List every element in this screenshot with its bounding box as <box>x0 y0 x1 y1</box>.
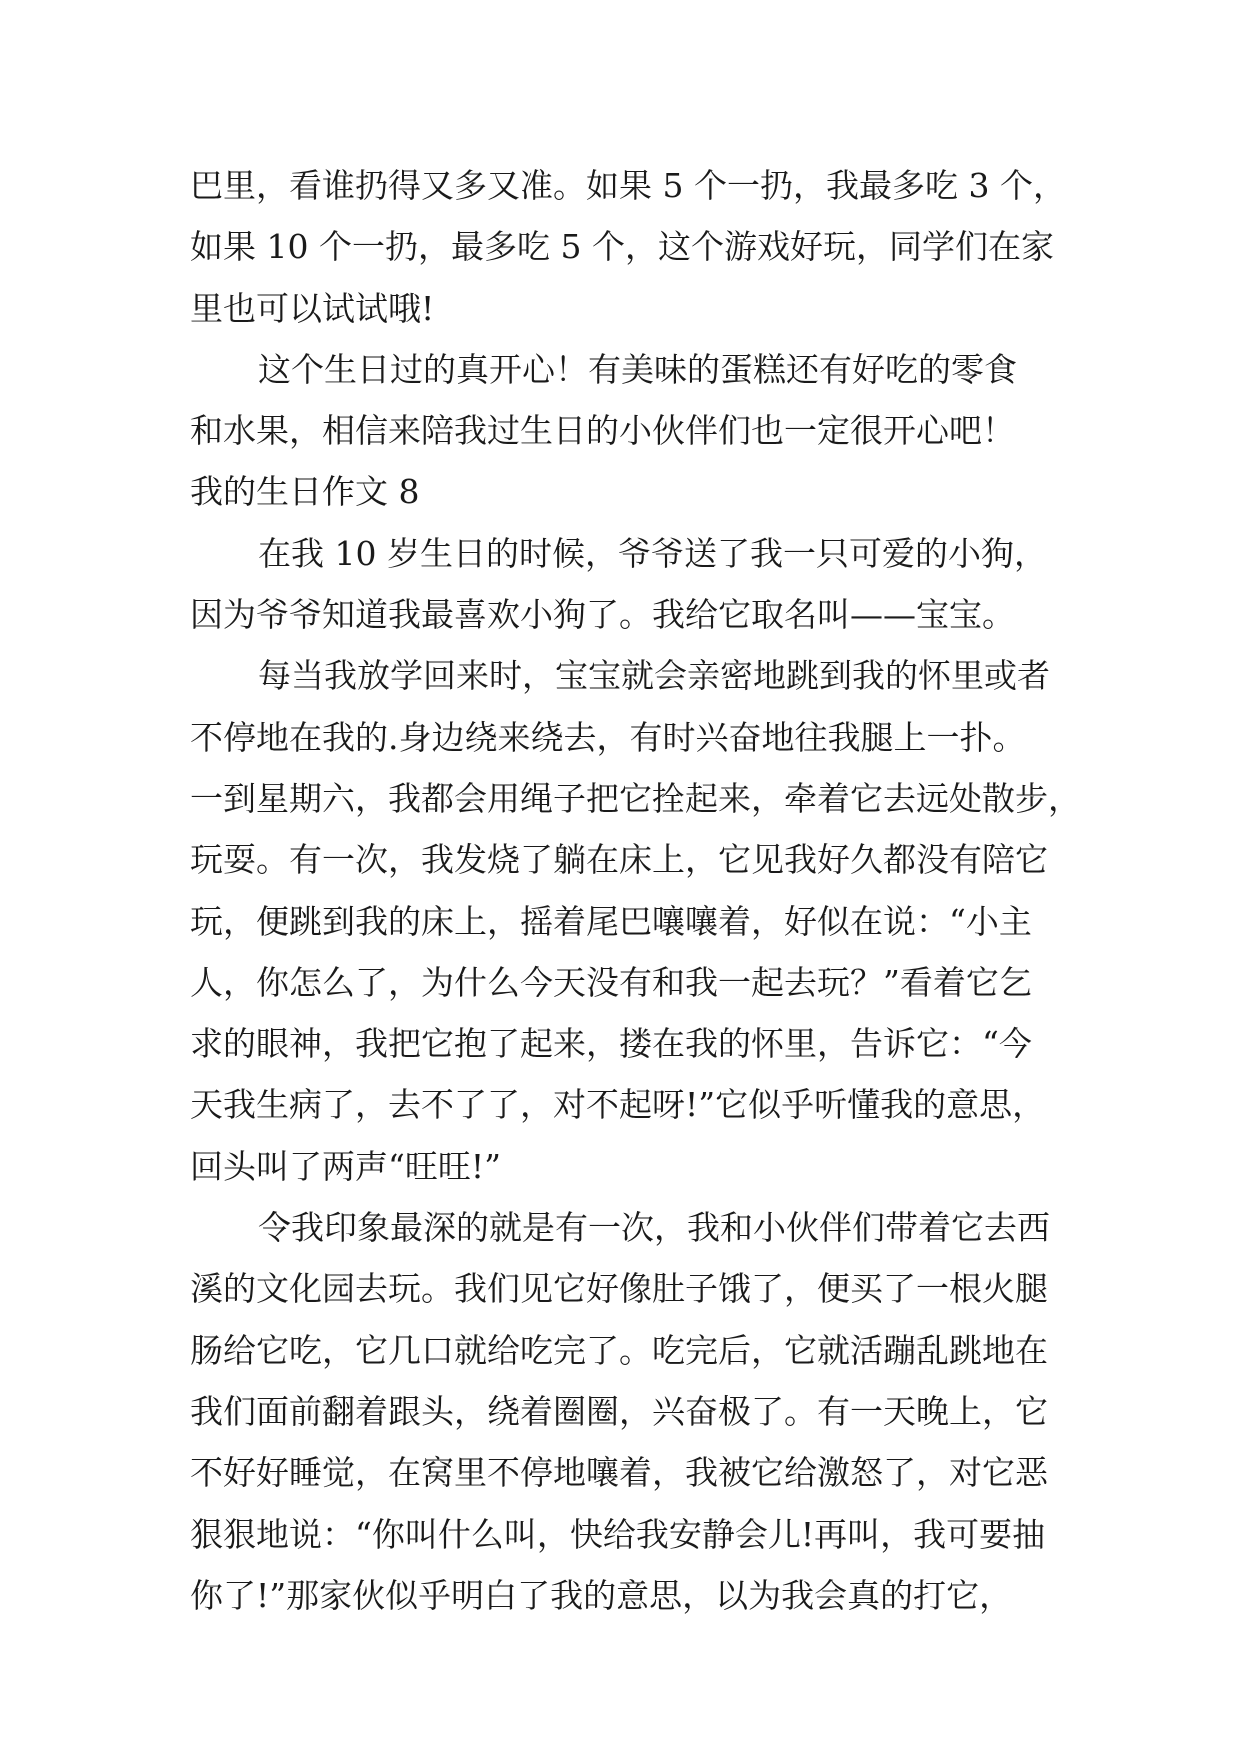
text-line: 因为爷爷知道我最喜欢小狗了。我给它取名叫——宝宝。 <box>190 595 1015 635</box>
text-line: 巴里，看谁扔得又多又准。如果 5 个一扔，我最多吃 3 个， <box>190 166 1066 205</box>
text-line: 狠狠地说：“你叫什么叫，快给我安静会儿!再叫，我可要抽 <box>190 1514 1046 1554</box>
paragraph-start-line: 这个生日过的真开心！有美味的蛋糕还有好吃的零食 <box>258 349 1017 389</box>
text-line: 如果 10 个一扔，最多吃 5 个，这个游戏好玩，同学们在家 <box>190 227 1054 267</box>
text-line: 玩耍。有一次，我发烧了躺在床上，它见我好久都没有陪它 <box>190 840 1048 880</box>
paragraph-start-line: 每当我放学回来时，宝宝就会亲密地跳到我的怀里或者 <box>258 656 1050 696</box>
section-heading: 我的生日作文 8 <box>190 472 420 512</box>
text-line: 肠给它吃，它几口就给吃完了。吃完后，它就活蹦乱跳地在 <box>190 1330 1048 1370</box>
text-line: 溪的文化园去玩。我们见它好像肚子饿了，便买了一根火腿 <box>190 1269 1048 1309</box>
text-line: 和水果，相信来陪我过生日的小伙伴们也一定很开心吧！ <box>190 411 1015 451</box>
text-line: 不好好睡觉，在窝里不停地嚷着，我被它给激怒了，对它恶 <box>190 1453 1048 1493</box>
text-line: 一到星期六，我都会用绳子把它拴起来，牵着它去远处散步， <box>190 778 1081 818</box>
text-line: 你了!”那家伙似乎明白了我的意思，以为我会真的打它， <box>190 1575 1013 1615</box>
text-line: 我们面前翻着跟头，绕着圈圈，兴奋极了。有一天晚上，它 <box>190 1391 1048 1431</box>
text-line: 回头叫了两声“旺旺!” <box>190 1146 502 1186</box>
text-line: 求的眼神，我把它抱了起来，搂在我的怀里，告诉它：“今 <box>190 1024 1032 1064</box>
paragraph-start-line: 在我 10 岁生日的时候，爷爷送了我一只可爱的小狗， <box>258 533 1047 573</box>
text-line: 玩，便跳到我的床上，摇着尾巴嚷嚷着，好似在说：“小主 <box>190 901 1032 941</box>
text-line: 人，你怎么了，为什么今天没有和我一起去玩？”看着它乞 <box>190 962 1032 1002</box>
paragraph-start-line: 令我印象最深的就是有一次，我和小伙伴们带着它去西 <box>258 1208 1050 1248</box>
document-body <box>190 155 1081 1626</box>
text-line: 天我生病了，去不了了，对不起呀!”它似乎听懂我的意思， <box>190 1085 1046 1125</box>
text-line: 里也可以试试哦! <box>190 288 435 328</box>
text-line: 不停地在我的.身边绕来绕去，有时兴奋地往我腿上一扑。 <box>190 717 1026 757</box>
